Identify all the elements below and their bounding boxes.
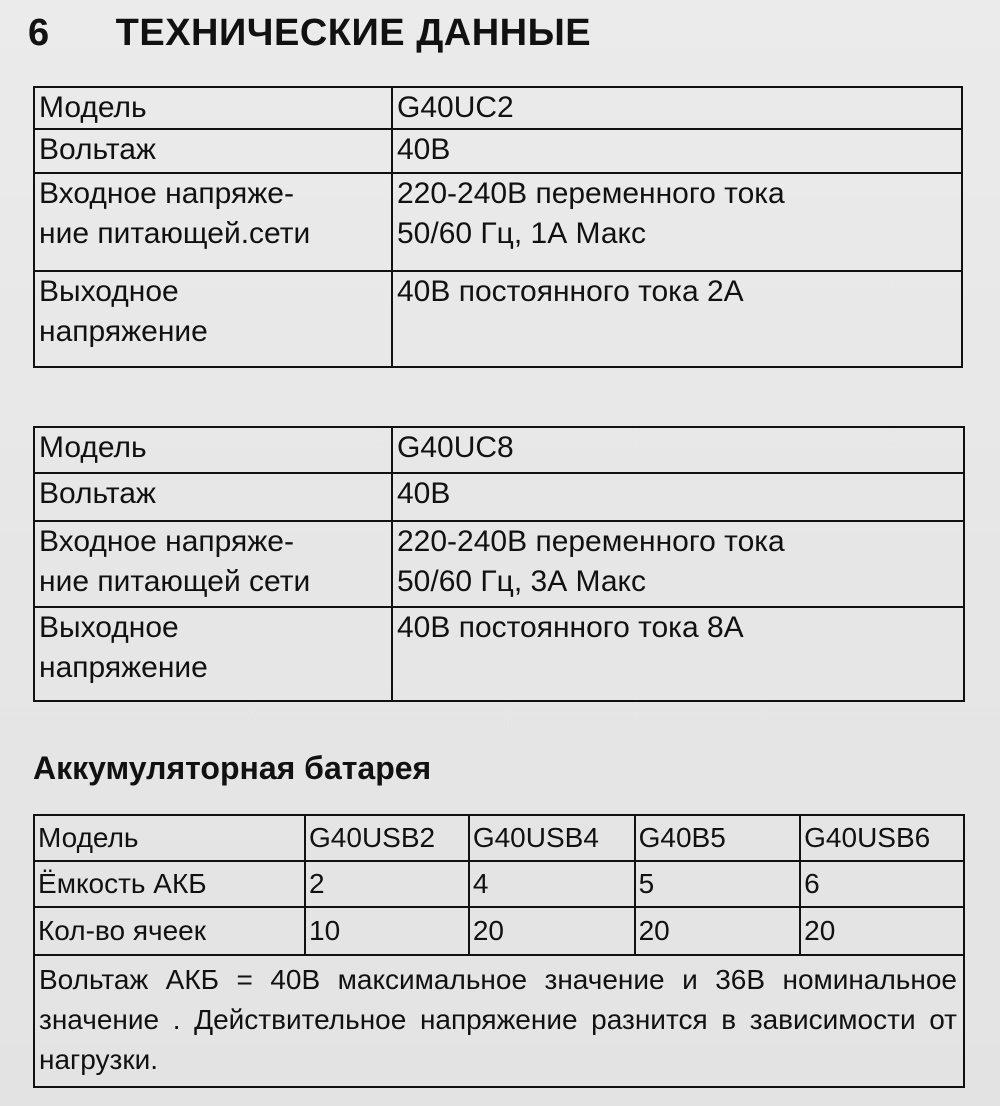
spec-label: Выходное напряжение <box>34 607 392 701</box>
table-row <box>34 955 964 1087</box>
charger-g40uc8-spec-table <box>33 426 965 702</box>
table-row <box>34 861 964 907</box>
spec-label: Выходное напряжение <box>34 271 392 367</box>
table-cell: G40USB6 <box>800 815 964 861</box>
spec-value: G40UC8 <box>392 427 964 473</box>
table-row <box>34 815 964 861</box>
spec-value: 220-240В переменного тока 50/60 Гц, 1А Макс <box>392 173 962 271</box>
spec-label: Модель <box>34 87 392 129</box>
spec-label: Входное напряже- ние питающей сети <box>34 521 392 607</box>
spec-value: 40В постоянного тока 2А <box>392 271 962 367</box>
table-row <box>34 607 964 701</box>
table-cell: 5 <box>635 861 801 907</box>
battery-heading: Аккумуляторная батарея <box>33 750 432 786</box>
spec-value: 40В постоянного тока 8А <box>392 607 964 701</box>
table-row <box>34 129 962 173</box>
table-cell: 20 <box>635 907 801 955</box>
section-title: ТЕХНИЧЕСКИЕ ДАННЫЕ <box>115 12 592 54</box>
table-cell: 6 <box>800 861 964 907</box>
battery-spec-table <box>33 814 965 1088</box>
table-row <box>34 521 964 607</box>
battery-row-label: Ёмкость АКБ <box>34 861 305 907</box>
charger-g40uc2-spec-table <box>33 86 963 368</box>
table-cell: G40B5 <box>635 815 801 861</box>
table-cell: 20 <box>469 907 635 955</box>
spec-value: 40В <box>392 129 962 173</box>
table-row <box>34 427 964 473</box>
table-row <box>34 907 964 955</box>
battery-voltage-note: Вольтаж АКБ = 40В максимальное значение и 36В номинальное значение . Действительное напряжение разнится в зависимости от нагрузки. <box>34 955 964 1087</box>
table-row <box>34 271 962 367</box>
battery-row-label: Кол-во ячеек <box>34 907 305 955</box>
table-cell: G40USB2 <box>305 815 469 861</box>
table-cell: 20 <box>800 907 964 955</box>
spec-value: 40В <box>392 473 964 521</box>
spec-label: Вольтаж <box>34 473 392 521</box>
table-cell: 4 <box>469 861 635 907</box>
section-heading <box>28 12 591 55</box>
table-row <box>34 87 962 129</box>
spec-value: G40UC2 <box>392 87 962 129</box>
section-number: 6 <box>28 12 50 54</box>
table-cell: G40USB4 <box>469 815 635 861</box>
table-row <box>34 173 962 271</box>
spec-label: Входное напряже- ние питающей.сети <box>34 173 392 271</box>
spec-label: Модель <box>34 427 392 473</box>
table-cell: 10 <box>305 907 469 955</box>
table-row <box>34 473 964 521</box>
spec-label: Вольтаж <box>34 129 392 173</box>
table-cell: 2 <box>305 861 469 907</box>
battery-row-label: Модель <box>34 815 305 861</box>
spec-value: 220-240В переменного тока 50/60 Гц, 3А Макс <box>392 521 964 607</box>
